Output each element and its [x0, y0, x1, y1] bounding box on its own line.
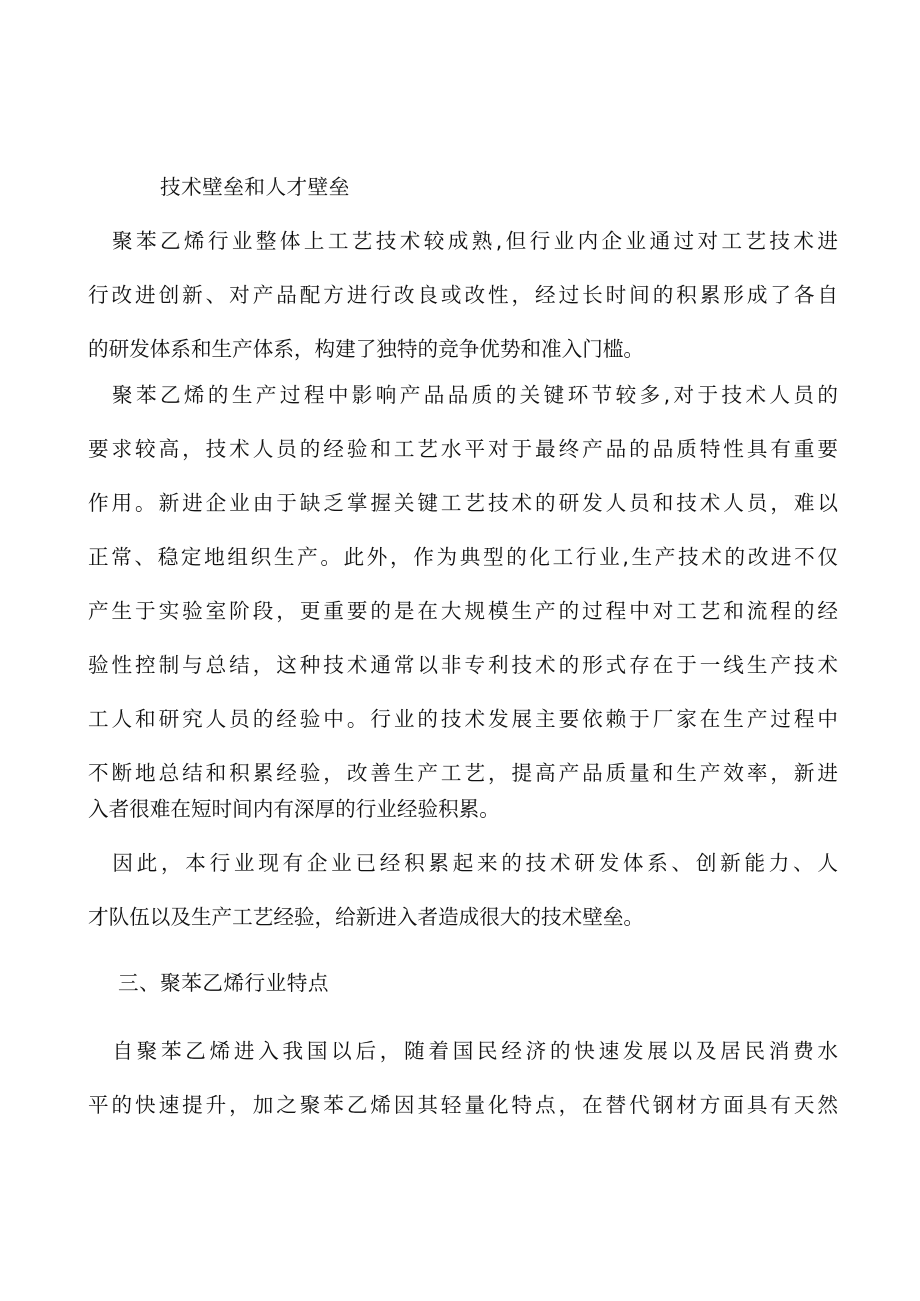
paragraph-line: 因此，本行业现有企业已经积累起来的技术研发体系、创新能力、人 — [88, 851, 838, 875]
paragraph-line: 作用。新进企业由于缺乏掌握关键工艺技术的研发人员和技术人员，难以 — [88, 491, 838, 515]
section-heading: 三、聚苯乙烯行业特点 — [118, 971, 329, 995]
paragraph-line: 入者很难在短时间内有深厚的行业经验积累。 — [88, 797, 500, 821]
paragraph-line: 才队伍以及生产工艺经验，给新进入者造成很大的技术壁垒。 — [88, 905, 645, 929]
paragraph-line: 不断地总结和积累经验，改善生产工艺，提高产品质量和生产效率，新进 — [88, 761, 838, 785]
subheading: 技术壁垒和人才壁垒 — [160, 175, 350, 199]
paragraph-line: 的研发体系和生产体系，构建了独特的竞争优势和准入门槛。 — [88, 337, 645, 361]
paragraph-line: 要求较高，技术人员的经验和工艺水平对于最终产品的品质特性具有重要 — [88, 437, 838, 461]
paragraph-line: 行改进创新、对产品配方进行改良或改性，经过长时间的积累形成了各自 — [88, 283, 838, 307]
paragraph-line: 验性控制与总结，这种技术通常以非专利技术的形式存在于一线生产技术 — [88, 653, 838, 677]
paragraph-line: 产生于实验室阶段，更重要的是在大规模生产的过程中对工艺和流程的经 — [88, 599, 838, 623]
paragraph-line: 正常、稳定地组织生产。此外，作为典型的化工行业,生产技术的改进不仅 — [88, 545, 838, 569]
paragraph-line: 聚苯乙烯的生产过程中影响产品品质的关键环节较多,对于技术人员的 — [88, 383, 838, 407]
paragraph-line: 工人和研究人员的经验中。行业的技术发展主要依赖于厂家在生产过程中 — [88, 707, 838, 731]
paragraph-line: 自聚苯乙烯进入我国以后，随着国民经济的快速发展以及居民消费水 — [88, 1039, 838, 1063]
paragraph-line: 聚苯乙烯行业整体上工艺技术较成熟,但行业内企业通过对工艺技术进 — [88, 229, 838, 253]
paragraph-line: 平的快速提升，加之聚苯乙烯因其轻量化特点，在替代钢材方面具有天然 — [88, 1093, 838, 1117]
